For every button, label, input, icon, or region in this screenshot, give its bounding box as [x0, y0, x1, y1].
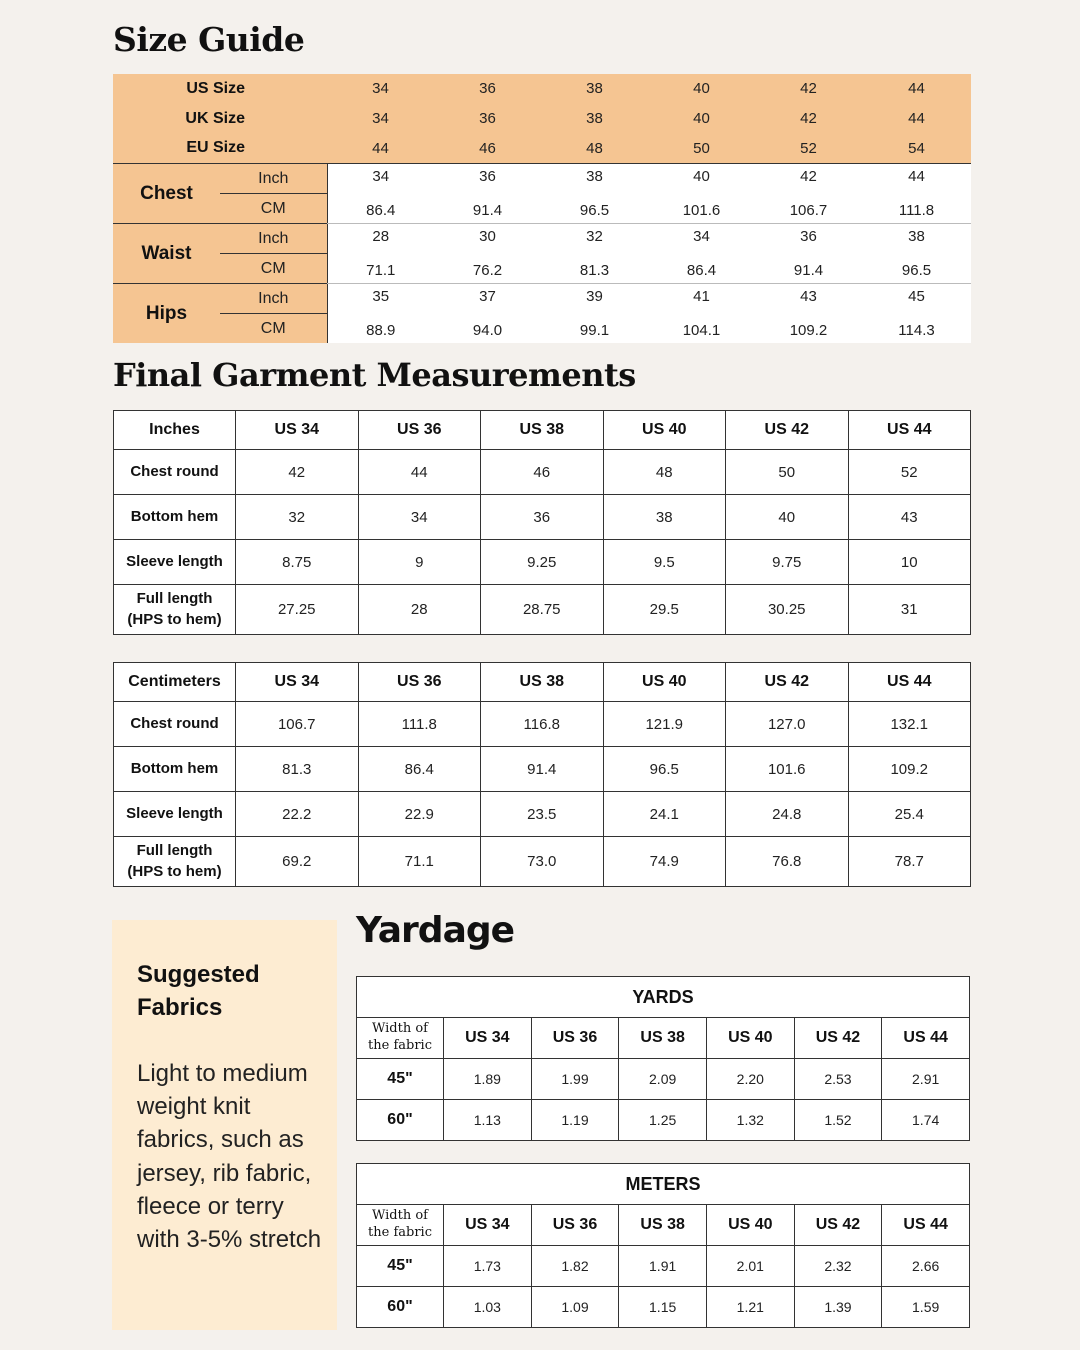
garment-column-header: US 40 — [603, 663, 726, 702]
size-header-value: 34 — [327, 104, 434, 134]
garment-value: 46 — [481, 450, 604, 495]
yardage-column-header: US 36 — [531, 1205, 619, 1246]
size-header-value: 52 — [755, 133, 862, 163]
garment-value: 127.0 — [726, 702, 849, 747]
measurement-value: 71.1 — [327, 254, 434, 284]
measurement-value: 76.2 — [434, 254, 541, 284]
garment-row-label — [114, 837, 236, 887]
garment-value: 106.7 — [236, 702, 359, 747]
garment-column-header: US 40 — [603, 411, 726, 450]
size-header-value: 54 — [862, 133, 971, 163]
garment-row-label-text: Full length — [136, 590, 213, 608]
garment-column-header: US 42 — [726, 663, 849, 702]
measurement-row — [113, 194, 971, 224]
yardage-value: 1.73 — [444, 1246, 532, 1287]
measurement-value: 88.9 — [327, 314, 434, 344]
measurement-value: 109.2 — [789, 322, 828, 340]
garment-value: 9 — [358, 540, 481, 585]
fabric-width-label-line2: the fabric — [368, 1038, 432, 1053]
garment-column-header: US 38 — [481, 411, 604, 450]
yardage-value: 2.32 — [794, 1246, 882, 1287]
measurement-value: 44 — [862, 164, 971, 194]
yardage-title: Yardage — [356, 910, 515, 951]
garment-value: 23.5 — [481, 792, 604, 837]
garment-title: Final Garment Measurements — [113, 356, 636, 394]
garment-value: 30.25 — [726, 585, 849, 635]
yardage-header-row — [357, 1018, 970, 1059]
yardage-column-header: US 40 — [706, 1018, 794, 1059]
measurement-value: 96.5 — [862, 254, 971, 284]
yardage-value: 1.32 — [706, 1100, 794, 1141]
suggested-fabrics-text: Light to medium weight knit fabrics, such as jersey, rib fabric, fleece or terry with 3-5% stretch — [137, 1060, 322, 1253]
measurement-value: 40 — [648, 164, 755, 194]
garment-row-label — [114, 585, 236, 635]
garment-value: 9.75 — [726, 540, 849, 585]
measurement-unit: Inch — [220, 284, 327, 314]
measurement-value: 37 — [434, 284, 541, 314]
size-header-value: 40 — [648, 104, 755, 134]
measurement-value: 43 — [755, 284, 862, 314]
size-header-value: 36 — [434, 74, 541, 104]
yardage-column-header: US 38 — [619, 1018, 707, 1059]
garment-value: 34 — [358, 495, 481, 540]
garment-header-row — [114, 411, 971, 450]
size-guide-title: Size Guide — [113, 20, 305, 59]
size-header-value: 42 — [755, 74, 862, 104]
garment-value: 43 — [848, 495, 971, 540]
garment-value: 111.8 — [358, 702, 481, 747]
size-header-value: 38 — [541, 104, 648, 134]
garment-row-label — [114, 495, 236, 540]
garment-inches-table — [113, 410, 971, 635]
garment-value: 109.2 — [848, 747, 971, 792]
yardage-value: 1.74 — [882, 1100, 970, 1141]
yardage-value: 1.15 — [619, 1287, 707, 1328]
measurement-value: 32 — [541, 224, 648, 254]
measurement-row — [113, 254, 971, 284]
yardage-column-header: US 42 — [794, 1018, 882, 1059]
garment-value: 121.9 — [603, 702, 726, 747]
garment-row-label — [114, 702, 236, 747]
yardage-column-header: US 40 — [706, 1205, 794, 1246]
yardage-row — [357, 1246, 970, 1287]
garment-value: 71.1 — [358, 837, 481, 887]
measurement-value: 111.8 — [862, 194, 971, 224]
size-header-value: 44 — [862, 104, 971, 134]
garment-row-label-text: Chest round — [130, 714, 219, 732]
garment-row-label-sub: (HPS to hem) — [127, 862, 222, 880]
garment-value: 48 — [603, 450, 726, 495]
yardage-value: 1.99 — [531, 1059, 619, 1100]
measurement-value: 86.4 — [327, 194, 434, 224]
measurement-value: 96.5 — [541, 194, 648, 224]
yardage-column-header: US 36 — [531, 1018, 619, 1059]
measurement-value: 101.6 — [648, 194, 755, 224]
size-header-label: US Size — [113, 74, 327, 104]
garment-value: 25.4 — [848, 792, 971, 837]
yardage-value: 1.09 — [531, 1287, 619, 1328]
garment-value: 96.5 — [603, 747, 726, 792]
fabrics-title-line2: Fabrics — [137, 994, 223, 1022]
yardage-row — [357, 1287, 970, 1328]
measurement-value: 36 — [434, 164, 541, 194]
measurement-row — [113, 314, 971, 344]
yardage-value: 1.21 — [706, 1287, 794, 1328]
garment-value: 52 — [848, 450, 971, 495]
measurement-value: 42 — [755, 164, 862, 194]
garment-row — [114, 540, 971, 585]
garment-value: 29.5 — [603, 585, 726, 635]
measurement-value: 91.4 — [434, 194, 541, 224]
fabric-width-value: 45" — [357, 1246, 444, 1287]
measurement-value: 104.1 — [682, 322, 721, 340]
garment-value: 74.9 — [603, 837, 726, 887]
garment-value: 36 — [481, 495, 604, 540]
garment-unit-label: Centimeters — [114, 663, 236, 702]
yardage-value: 1.82 — [531, 1246, 619, 1287]
size-header-value: 34 — [327, 74, 434, 104]
yardage-column-header: US 42 — [794, 1205, 882, 1246]
garment-value: 86.4 — [358, 747, 481, 792]
fabric-width-label — [357, 1018, 444, 1059]
yardage-value: 1.91 — [619, 1246, 707, 1287]
suggested-fabrics-title — [137, 958, 327, 1024]
size-header-value: 50 — [648, 133, 755, 163]
garment-value: 44 — [358, 450, 481, 495]
garment-value: 50 — [726, 450, 849, 495]
garment-column-header: US 38 — [481, 663, 604, 702]
measurement-row — [113, 224, 971, 254]
garment-value: 76.8 — [726, 837, 849, 887]
garment-value: 10 — [848, 540, 971, 585]
garment-row-label-text: Sleeve length — [126, 552, 223, 570]
yardage-value: 1.03 — [444, 1287, 532, 1328]
garment-value: 91.4 — [481, 747, 604, 792]
size-header-value: 42 — [755, 104, 862, 134]
size-header-value: 44 — [327, 133, 434, 163]
garment-row — [114, 837, 971, 887]
measurement-value: 99.1 — [579, 322, 610, 340]
size-header-value: 46 — [434, 133, 541, 163]
measurement-value: 38 — [541, 164, 648, 194]
garment-value: 24.1 — [603, 792, 726, 837]
garment-value: 32 — [236, 495, 359, 540]
garment-row-label — [114, 450, 236, 495]
garment-value: 8.75 — [236, 540, 359, 585]
yardage-title-row — [357, 977, 970, 1018]
garment-value: 38 — [603, 495, 726, 540]
size-header-value: 48 — [541, 133, 648, 163]
measurement-name: Chest — [113, 164, 220, 224]
yardage-title-row — [357, 1164, 970, 1205]
garment-column-header: US 42 — [726, 411, 849, 450]
measurement-value: 81.3 — [541, 254, 648, 284]
garment-value: 9.25 — [481, 540, 604, 585]
yardage-value: 1.59 — [882, 1287, 970, 1328]
measurement-name: Hips — [113, 284, 220, 344]
yardage-value: 1.89 — [444, 1059, 532, 1100]
garment-value: 81.3 — [236, 747, 359, 792]
yardage-value: 2.09 — [619, 1059, 707, 1100]
garment-row — [114, 495, 971, 540]
garment-column-header: US 36 — [358, 663, 481, 702]
garment-row-label-text: Bottom hem — [130, 759, 219, 777]
measurement-value: 28 — [327, 224, 434, 254]
garment-value: 22.2 — [236, 792, 359, 837]
garment-row — [114, 450, 971, 495]
size-header-label: EU Size — [113, 133, 327, 163]
yardage-value: 1.19 — [531, 1100, 619, 1141]
size-header-row — [113, 104, 971, 134]
garment-value: 9.5 — [603, 540, 726, 585]
garment-column-header: US 34 — [236, 411, 359, 450]
measurement-value: 30 — [434, 224, 541, 254]
garment-unit-label: Inches — [114, 411, 236, 450]
yardage-row — [357, 1100, 970, 1141]
garment-row — [114, 585, 971, 635]
measurement-value: 38 — [862, 224, 971, 254]
garment-column-header: US 44 — [848, 411, 971, 450]
garment-value: 42 — [236, 450, 359, 495]
measurement-value: 94.0 — [472, 322, 503, 340]
measurement-value: 86.4 — [648, 254, 755, 284]
yardage-column-header: US 34 — [444, 1205, 532, 1246]
garment-value: 28.75 — [481, 585, 604, 635]
garment-value: 69.2 — [236, 837, 359, 887]
garment-row — [114, 747, 971, 792]
fabric-width-value: 45" — [357, 1059, 444, 1100]
measurement-value: 34 — [327, 164, 434, 194]
fabric-width-label — [357, 1205, 444, 1246]
garment-value: 78.7 — [848, 837, 971, 887]
yardage-column-header: US 34 — [444, 1018, 532, 1059]
measurement-unit: Inch — [220, 224, 327, 254]
size-header-label: UK Size — [113, 104, 327, 134]
size-header-row — [113, 74, 971, 104]
yardage-column-header: US 44 — [882, 1018, 970, 1059]
garment-value: 116.8 — [481, 702, 604, 747]
fabric-width-label-line2: the fabric — [368, 1225, 432, 1240]
garment-row-label-text: Full length — [136, 842, 213, 860]
garment-value: 22.9 — [358, 792, 481, 837]
size-header-value: 36 — [434, 104, 541, 134]
yardage-table-title: METERS — [357, 1164, 970, 1205]
garment-value: 101.6 — [726, 747, 849, 792]
garment-value: 31 — [848, 585, 971, 635]
yardage-value: 1.39 — [794, 1287, 882, 1328]
garment-value: 132.1 — [848, 702, 971, 747]
garment-cm-table — [113, 662, 971, 887]
size-guide-table — [113, 74, 971, 343]
measurement-name: Waist — [113, 224, 220, 284]
garment-row — [114, 702, 971, 747]
garment-column-header: US 36 — [358, 411, 481, 450]
measurement-value: 114.3 — [898, 322, 935, 340]
yardage-row — [357, 1059, 970, 1100]
yardage-column-header: US 44 — [882, 1205, 970, 1246]
garment-row-label-sub: (HPS to hem) — [127, 610, 222, 628]
yardage-column-header: US 38 — [619, 1205, 707, 1246]
garment-row-label — [114, 540, 236, 585]
yardage-yards-table — [356, 976, 970, 1141]
measurement-value: 106.7 — [755, 194, 862, 224]
yardage-value: 1.25 — [619, 1100, 707, 1141]
fabrics-title-line1: Suggested — [137, 961, 260, 988]
size-header-value: 44 — [862, 74, 971, 104]
measurement-value: 91.4 — [755, 254, 862, 284]
garment-row-label — [114, 792, 236, 837]
size-header-value: 38 — [541, 74, 648, 104]
yardage-value: 2.53 — [794, 1059, 882, 1100]
yardage-value: 1.52 — [794, 1100, 882, 1141]
size-header-row — [113, 133, 971, 163]
measurement-value: 35 — [327, 284, 434, 314]
measurement-value: 39 — [541, 284, 648, 314]
yardage-value: 2.20 — [706, 1059, 794, 1100]
yardage-value: 2.66 — [882, 1246, 970, 1287]
measurement-row — [113, 164, 971, 194]
yardage-meters-table — [356, 1163, 970, 1328]
suggested-fabrics-panel — [112, 920, 337, 1330]
yardage-value: 2.91 — [882, 1059, 970, 1100]
garment-column-header: US 44 — [848, 663, 971, 702]
measurement-unit: Inch — [220, 164, 327, 194]
garment-row-label-text: Chest round — [130, 462, 219, 480]
measurement-row — [113, 284, 971, 314]
measurement-value: 45 — [862, 284, 971, 314]
measurement-unit: CM — [220, 314, 327, 344]
garment-column-header: US 34 — [236, 663, 359, 702]
garment-row-label — [114, 747, 236, 792]
garment-row-label-text: Sleeve length — [126, 804, 223, 822]
fabric-width-label-line1: Width of — [372, 1208, 428, 1224]
measurement-unit: CM — [220, 194, 327, 224]
garment-value: 28 — [358, 585, 481, 635]
measurement-value: 41 — [648, 284, 755, 314]
yardage-header-row — [357, 1205, 970, 1246]
garment-row — [114, 792, 971, 837]
garment-value: 73.0 — [481, 837, 604, 887]
garment-value: 24.8 — [726, 792, 849, 837]
fabric-width-value: 60" — [357, 1100, 444, 1141]
yardage-value: 2.01 — [706, 1246, 794, 1287]
measurement-value: 36 — [755, 224, 862, 254]
garment-value: 40 — [726, 495, 849, 540]
garment-value: 27.25 — [236, 585, 359, 635]
garment-header-row — [114, 663, 971, 702]
yardage-value: 1.13 — [444, 1100, 532, 1141]
measurement-unit: CM — [220, 254, 327, 284]
measurement-value: 34 — [648, 224, 755, 254]
yardage-table-title: YARDS — [357, 977, 970, 1018]
fabric-width-value: 60" — [357, 1287, 444, 1328]
garment-row-label-text: Bottom hem — [130, 507, 219, 525]
fabric-width-label-line1: Width of — [372, 1021, 428, 1037]
size-header-value: 40 — [648, 74, 755, 104]
